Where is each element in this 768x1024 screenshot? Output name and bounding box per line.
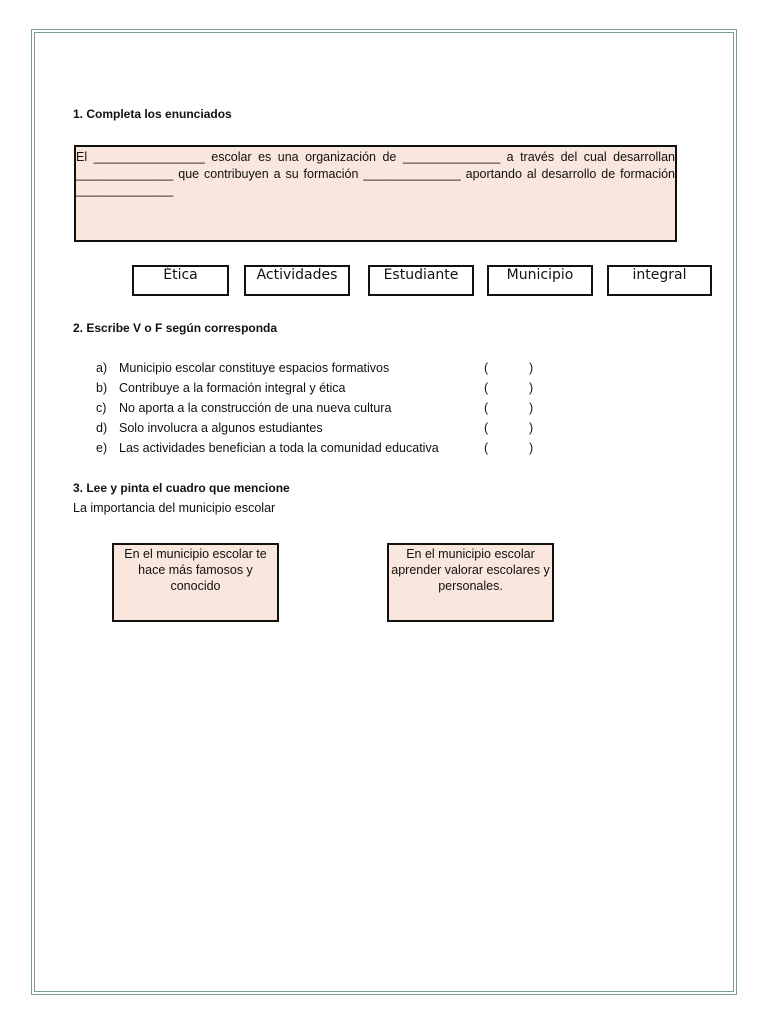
word-bank-estudiante: Estudiante xyxy=(368,265,474,296)
word-bank-actividades: Actividades xyxy=(244,265,350,296)
item-letter: e) xyxy=(96,441,108,455)
fill-in-box[interactable] xyxy=(74,145,677,242)
item-letter: b) xyxy=(96,381,108,395)
item-text: Contribuye a la formación integral y ética xyxy=(119,381,346,395)
list-item xyxy=(96,360,556,380)
answer-paren-open[interactable]: ( xyxy=(484,401,489,415)
answer-paren-open[interactable]: ( xyxy=(484,381,489,395)
answer-paren-close[interactable]: ) xyxy=(529,421,534,435)
list-item xyxy=(96,420,556,440)
answer-paren-open[interactable]: ( xyxy=(484,421,489,435)
word-bank-municipio: Municipio xyxy=(487,265,593,296)
fill-in-text: El ________________ escolar es una organización de ______________ a través del cual desarrollan ______________ que contribuyen a su formación ______________ aportando al desarrollo de formación ______________ xyxy=(76,150,675,197)
item-text: Municipio escolar constituye espacios formativos xyxy=(119,361,390,375)
answer-paren-open[interactable]: ( xyxy=(484,361,489,375)
list-item xyxy=(96,400,556,420)
item-text: No aporta a la construcción de una nueva cultura xyxy=(119,401,392,415)
item-text: Solo involucra a algunos estudiantes xyxy=(119,421,323,435)
choice-box-famosos[interactable]: En el municipio escolar te hace más famosos y conocido xyxy=(112,543,279,622)
word-bank-etica: Ética xyxy=(132,265,229,296)
section2-heading: 2. Escribe V o F según corresponda xyxy=(73,321,278,335)
choice-box-valorar[interactable]: En el municipio escolar aprender valorar escolares y personales. xyxy=(387,543,554,622)
answer-paren-close[interactable]: ) xyxy=(529,441,534,455)
answer-paren-open[interactable]: ( xyxy=(484,441,489,455)
true-false-list xyxy=(96,360,556,460)
section3-prompt: La importancia del municipio escolar xyxy=(73,501,276,515)
section3-heading: 3. Lee y pinta el cuadro que mencione xyxy=(73,481,290,495)
item-text: Las actividades benefician a toda la comunidad educativa xyxy=(119,441,439,455)
list-item xyxy=(96,440,556,460)
section1-heading: 1. Completa los enunciados xyxy=(73,107,232,121)
answer-paren-close[interactable]: ) xyxy=(529,401,534,415)
item-letter: c) xyxy=(96,401,107,415)
item-letter: d) xyxy=(96,421,108,435)
answer-paren-close[interactable]: ) xyxy=(529,361,534,375)
answer-paren-close[interactable]: ) xyxy=(529,381,534,395)
word-bank-integral: integral xyxy=(607,265,712,296)
item-letter: a) xyxy=(96,361,108,375)
list-item xyxy=(96,380,556,400)
